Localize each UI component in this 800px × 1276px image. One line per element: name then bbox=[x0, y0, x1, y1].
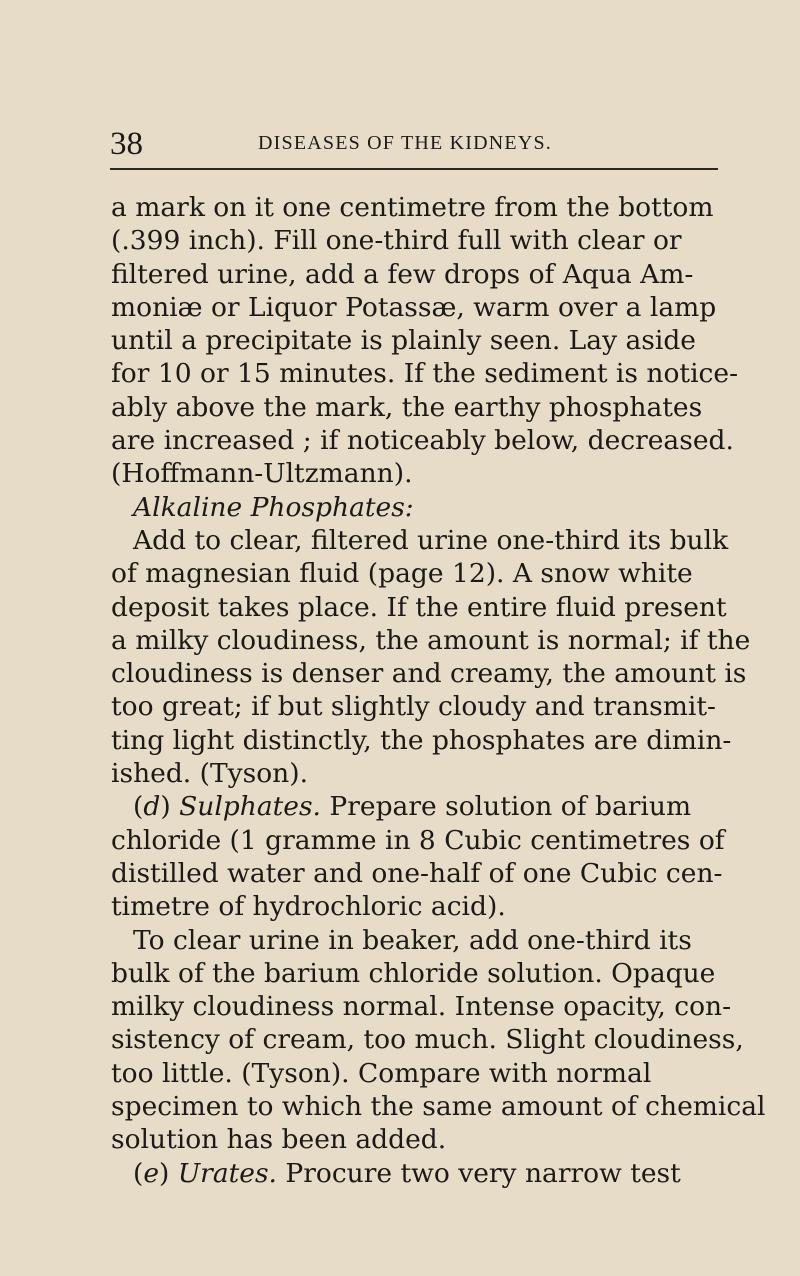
text-line: (Hoffmann-Ultzmann). bbox=[111, 458, 413, 490]
text-run: Procure two very narrow test bbox=[276, 1157, 681, 1189]
paren-open: ( bbox=[133, 1157, 144, 1189]
header-rule bbox=[110, 168, 718, 170]
running-head: DISEASES OF THE KIDNEYS. bbox=[258, 132, 553, 154]
section-heading-urates: Urates. bbox=[177, 1157, 277, 1189]
text-line: timetre of hydrochloric acid). bbox=[111, 891, 506, 923]
text-line: To clear urine in beaker, add one-third its bbox=[133, 924, 692, 956]
section-heading-alkaline-phosphates: Alkaline Phosphates: bbox=[133, 491, 414, 523]
text-line: filtered urine, add a few drops of Aqua Am- bbox=[111, 258, 694, 290]
body-text bbox=[111, 191, 766, 1190]
text-line: deposit takes place. If the entire fluid present bbox=[111, 591, 727, 623]
paren-open: ( bbox=[133, 791, 144, 823]
text-line: a milky cloudiness, the amount is normal; if the bbox=[111, 624, 751, 656]
text-line: ished. (Tyson). bbox=[111, 758, 309, 790]
text-line: a mark on it one centimetre from the bottom bbox=[111, 192, 714, 223]
text-line: milky cloudiness normal. Intense opacity, con- bbox=[111, 991, 732, 1023]
text-line: cloudiness is denser and creamy, the amount is bbox=[111, 658, 747, 690]
text-line: of magnesian fluid (page 12). A snow white bbox=[111, 558, 693, 590]
section-letter-d: d bbox=[143, 791, 161, 823]
text-run: Prepare solution of barium bbox=[320, 791, 692, 823]
sulphates-paragraph-line bbox=[111, 790, 731, 823]
text-line: ting light distinctly, the phosphates are dimin- bbox=[111, 724, 732, 756]
text-line: until a precipitate is plainly seen. Lay aside bbox=[111, 325, 696, 357]
text-line: are increased ; if noticeably below, decreased. bbox=[111, 425, 734, 457]
text-line: Add to clear, filtered urine one-third its bulk bbox=[133, 524, 729, 556]
section-heading-sulphates: Sulphates. bbox=[179, 791, 321, 823]
text-line: too great; if but slightly cloudy and transmit- bbox=[111, 691, 716, 723]
text-line: solution has been added. bbox=[111, 1124, 447, 1156]
text-line: chloride (1 gramme in 8 Cubic centimetres of bbox=[111, 824, 725, 856]
text-line: (.399 inch). Fill one-third full with clear or bbox=[111, 225, 682, 257]
text-line: too little. (Tyson). Compare with normal bbox=[111, 1057, 652, 1089]
paren-close: ) bbox=[160, 791, 171, 823]
urates-paragraph-line bbox=[111, 1157, 731, 1190]
text-line: bulk of the barium chloride solution. Opaque bbox=[111, 957, 716, 989]
text-line: for 10 or 15 minutes. If the sediment is notice- bbox=[111, 358, 739, 390]
text-line: moniæ or Liquor Potassæ, warm over a lamp bbox=[111, 291, 717, 323]
text-line: specimen to which the same amount of chemical bbox=[111, 1091, 766, 1123]
page-number: 38 bbox=[110, 126, 143, 162]
text-line: ably above the mark, the earthy phosphates bbox=[111, 391, 703, 423]
text-line: sistency of cream, too much. Slight cloudiness, bbox=[111, 1024, 744, 1056]
section-letter-e: e bbox=[143, 1157, 160, 1189]
paren-close: ) bbox=[159, 1157, 170, 1189]
text-line: distilled water and one-half of one Cubic cen- bbox=[111, 857, 723, 889]
